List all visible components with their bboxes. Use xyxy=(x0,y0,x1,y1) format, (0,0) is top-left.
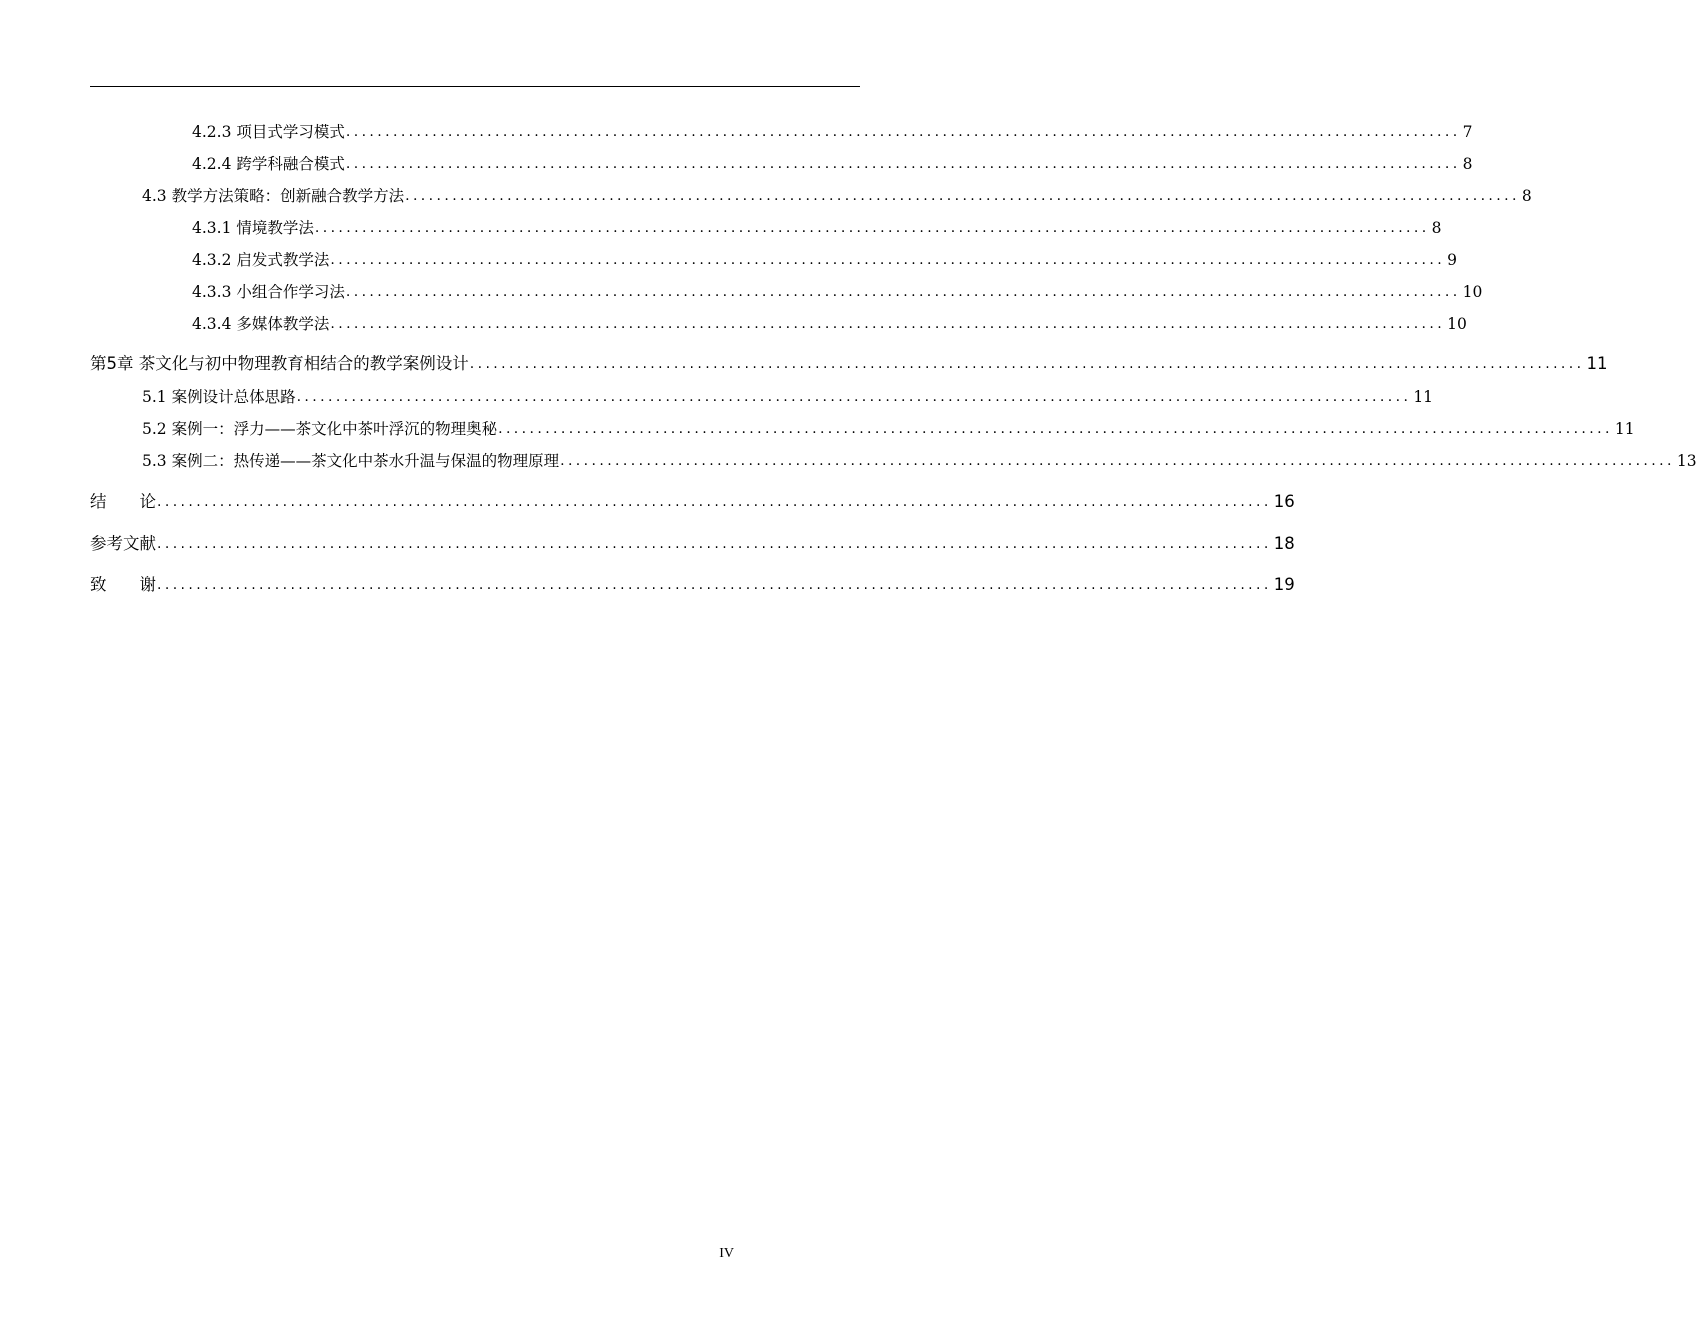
toc-entry-page: 13 xyxy=(1676,452,1697,470)
toc-dot-leader: .............................................................................................................................................. xyxy=(345,284,1461,300)
toc-entry-4-3-1[interactable] xyxy=(192,214,1442,238)
toc-entry-label: 第5章 茶文化与初中物理教育相结合的教学案例设计 xyxy=(90,354,469,373)
toc-entry-conclusion[interactable] xyxy=(90,488,1295,512)
toc-entry-label: 5.2 案例一：浮力——茶文化中茶叶浮沉的物理奥秘 xyxy=(142,420,498,438)
toc-entry-chapter-5[interactable] xyxy=(90,350,1608,374)
toc-entry-page: 8 xyxy=(1521,187,1532,205)
toc-entry-label: 参考文献 xyxy=(90,534,156,553)
toc-entry-label: 致 谢 xyxy=(90,575,156,594)
page-number: IV xyxy=(719,1246,734,1261)
toc-entry-page: 11 xyxy=(1614,420,1635,438)
toc-dot-leader: .............................................................................................................................................. xyxy=(157,494,1272,510)
toc-entry-page: 7 xyxy=(1462,123,1473,141)
toc-dot-leader: .............................................................................................................................................. xyxy=(469,356,1585,372)
toc-entry-page: 18 xyxy=(1273,534,1295,553)
toc-entry-page: 11 xyxy=(1413,388,1434,406)
toc-entry-page: 16 xyxy=(1273,492,1295,511)
toc-entry-5-2[interactable] xyxy=(142,415,1635,439)
toc-entry-label: 4.3.3 小组合作学习法 xyxy=(192,283,345,301)
toc-entry-label: 4.3 教学方法策略：创新融合教学方法 xyxy=(142,187,405,205)
toc-entry-acknowledgements[interactable] xyxy=(90,571,1295,595)
toc-dot-leader: .............................................................................................................................................. xyxy=(405,188,1520,204)
toc-entry-page: 19 xyxy=(1273,575,1295,594)
toc-entry-4-3-3[interactable] xyxy=(192,278,1483,302)
toc-dot-leader: .............................................................................................................................................. xyxy=(296,389,1412,405)
toc-entry-4-3[interactable] xyxy=(142,182,1532,206)
toc-entry-label: 4.2.3 项目式学习模式 xyxy=(192,123,345,141)
toc-dot-leader: .............................................................................................................................................. xyxy=(314,220,1430,236)
toc-entry-4-2-4[interactable] xyxy=(192,150,1473,174)
toc-entry-page: 8 xyxy=(1462,155,1473,173)
toc-dot-leader: .............................................................................................................................................. xyxy=(498,421,1613,437)
toc-entry-4-3-2[interactable] xyxy=(192,246,1457,270)
toc-entry-page: 10 xyxy=(1462,283,1483,301)
toc-entry-label: 4.3.1 情境教学法 xyxy=(192,219,314,237)
toc-entry-4-3-4[interactable] xyxy=(192,310,1467,334)
toc-entry-5-3[interactable] xyxy=(142,447,1697,471)
toc-dot-leader: .............................................................................................................................................. xyxy=(345,156,1461,172)
toc-dot-leader: .............................................................................................................................................. xyxy=(560,453,1675,469)
toc-entry-4-2-3[interactable] xyxy=(192,118,1473,142)
toc-dot-leader: .............................................................................................................................................. xyxy=(157,577,1272,593)
toc-dot-leader: .............................................................................................................................................. xyxy=(330,252,1446,268)
toc-entry-label: 4.3.2 启发式教学法 xyxy=(192,251,330,269)
toc-entry-label: 5.1 案例设计总体思路 xyxy=(142,388,296,406)
header-rule xyxy=(90,86,860,87)
toc-entry-5-1[interactable] xyxy=(142,383,1434,407)
toc-dot-leader: .............................................................................................................................................. xyxy=(345,124,1461,140)
toc-entry-page: 11 xyxy=(1586,354,1608,373)
toc-entry-label: 5.3 案例二：热传递——茶文化中茶水升温与保温的物理原理 xyxy=(142,452,560,470)
toc-entry-label: 结 论 xyxy=(90,492,156,511)
toc-dot-leader: .............................................................................................................................................. xyxy=(157,536,1272,552)
toc-entry-label: 4.2.4 跨学科融合模式 xyxy=(192,155,345,173)
toc-entry-page: 8 xyxy=(1431,219,1442,237)
toc-dot-leader: .............................................................................................................................................. xyxy=(330,316,1446,332)
toc-entry-page: 10 xyxy=(1447,315,1467,333)
toc-entry-references[interactable] xyxy=(90,530,1295,554)
toc-entry-label: 4.3.4 多媒体教学法 xyxy=(192,315,330,333)
toc-entry-page: 9 xyxy=(1447,251,1457,269)
